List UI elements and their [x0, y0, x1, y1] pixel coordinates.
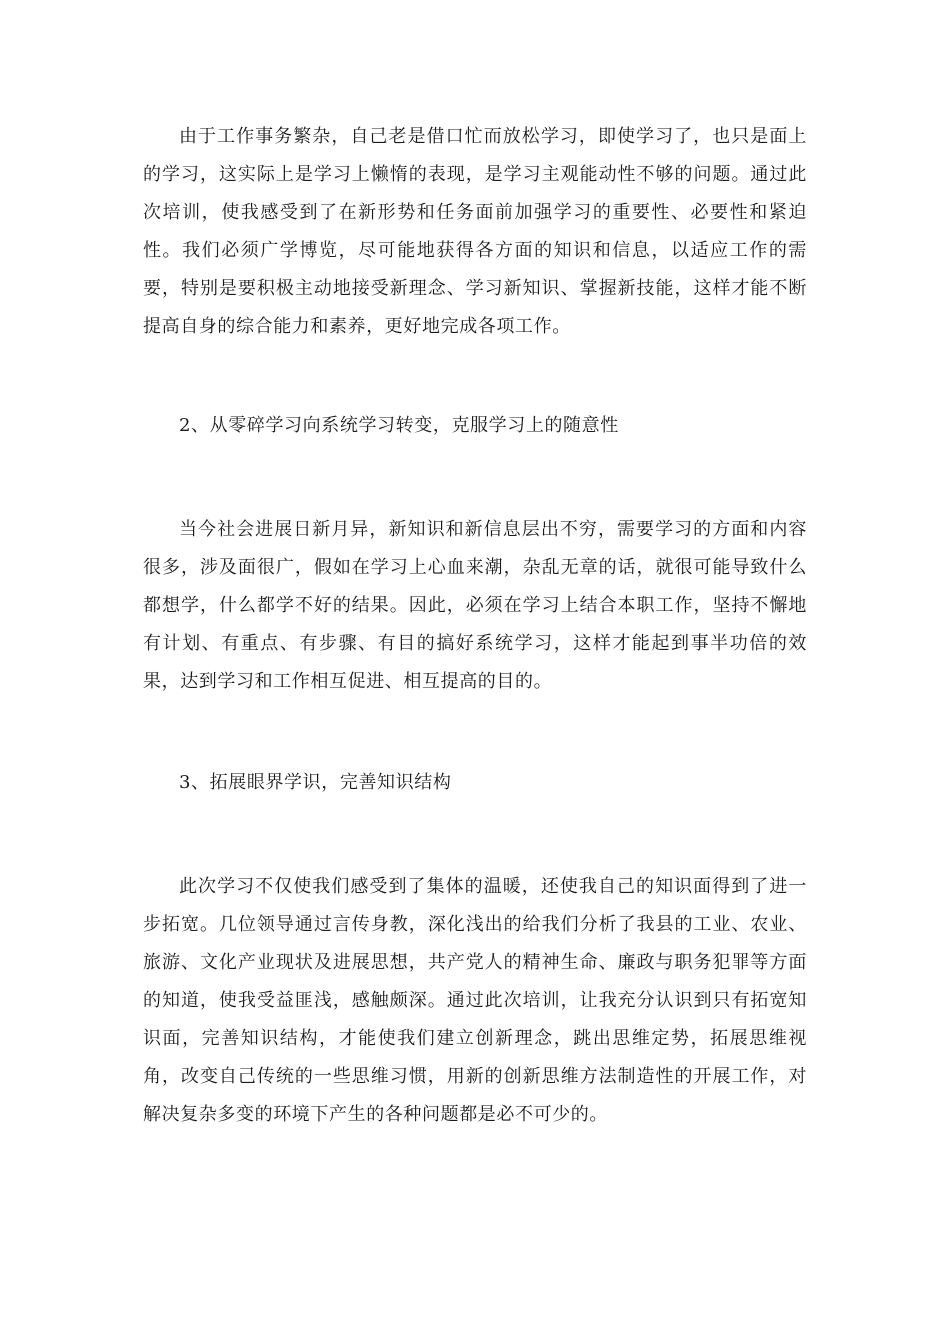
section-heading-3: 3、拓展眼界学识，完善知识结构 [179, 772, 452, 793]
body-paragraph-1: 由于工作事务繁杂，自己老是借口忙而放松学习，即使学习了，也只是面上的学习，这实际上是学习上懒惰的表现，是学习主观能动性不够的问题。通过此次培训，使我感受到了在新形势和任务面前加强学习的重要性、必要性和紧迫性。我们必须广学博览，尽可能地获得各方面的知识和信息，以适应工作的需要，特别是要积极主动地接受新理念、学习新知识、掌握新技能，这样才能不断提高自身的综合能力和素养，更好地完成各项工作。 [143, 126, 807, 337]
section-heading-2: 2、从零碎学习向系统学习转变，克服学习上的随意性 [179, 415, 619, 436]
body-paragraph-3: 此次学习不仅使我们感受到了集体的温暖，还使我自己的知识面得到了进一步拓宽。几位领导通过言传身教，深化浅出的给我们分析了我县的工业、农业、旅游、文化产业现状及进展思想，共产党人的精神生命、廉政与职务犯罪等方面的知道，使我受益匪浅，感触颇深。通过此次培训，让我充分认识到只有拓宽知识面，完善知识结构，才能使我们建立创新理念，跳出思维定势，拓展思维视角，改变自己传统的一些思维习惯，用新的创新思维方法制造性的开展工作，对解决复杂多变的环境下产生的各种问题都是必不可少的。 [143, 876, 807, 1125]
body-paragraph-2: 当今社会进展日新月异，新知识和新信息层出不穷，需要学习的方面和内容很多，涉及面很广，假如在学习上心血来潮，杂乱无章的话，就很可能导致什么都想学，什么都学不好的结果。因此，必须在学习上结合本职工作，坚持不懈地有计划、有重点、有步骤、有目的搞好系统学习，这样才能起到事半功倍的效果，达到学习和工作相互促进、相互提高的目的。 [143, 519, 807, 692]
